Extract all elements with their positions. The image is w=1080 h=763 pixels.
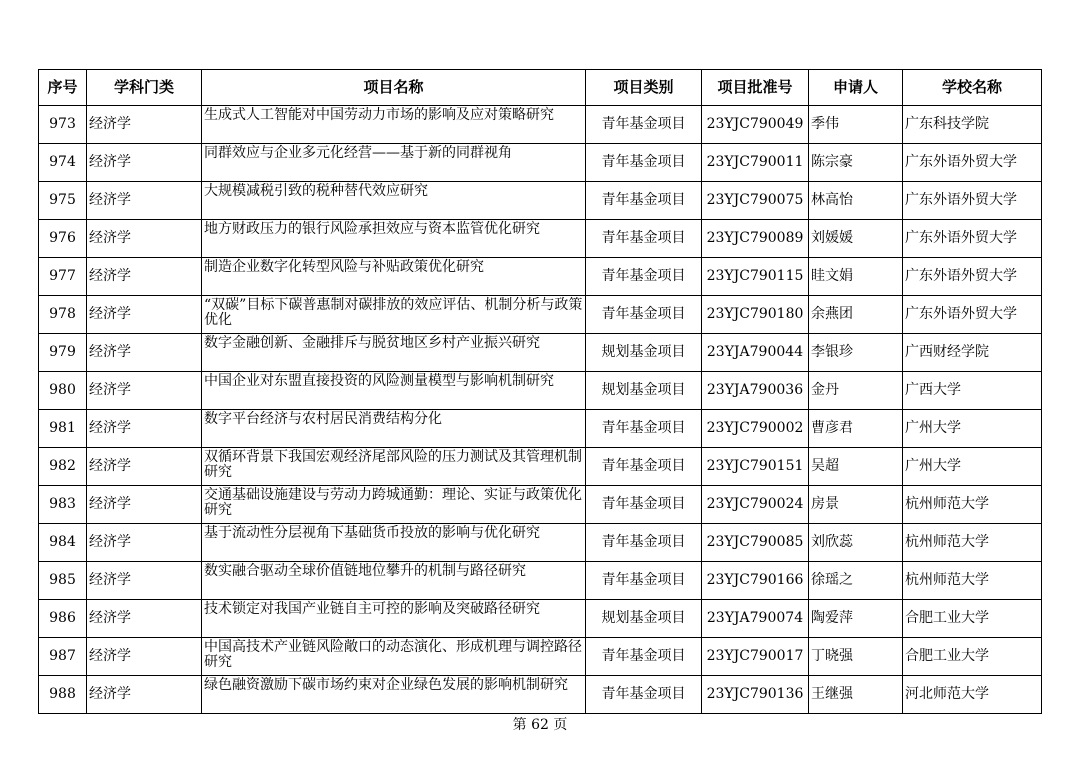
table-row: [39, 410, 1042, 448]
table-row: [39, 524, 1042, 562]
cell-type: 青年基金项目: [586, 410, 702, 448]
cell-title: 大规模减税引致的税种替代效应研究: [202, 182, 586, 220]
cell-no: 985: [39, 562, 87, 600]
cell-field: 经济学: [87, 106, 202, 144]
cell-applicant: 眭文娟: [809, 258, 903, 296]
header-school: 学校名称: [903, 70, 1042, 106]
cell-field: 经济学: [87, 182, 202, 220]
cell-type: 青年基金项目: [586, 676, 702, 714]
cell-no: 973: [39, 106, 87, 144]
cell-type: 规划基金项目: [586, 600, 702, 638]
cell-school: 杭州师范大学: [903, 562, 1042, 600]
table-row: [39, 106, 1042, 144]
cell-school: 广州大学: [903, 410, 1042, 448]
cell-code: 23YJC790180: [702, 296, 809, 334]
cell-code: 23YJC790085: [702, 524, 809, 562]
cell-title: 数字金融创新、金融排斥与脱贫地区乡村产业振兴研究: [202, 334, 586, 372]
table-row: [39, 334, 1042, 372]
cell-applicant: 徐瑶之: [809, 562, 903, 600]
cell-applicant: 李银珍: [809, 334, 903, 372]
cell-no: 979: [39, 334, 87, 372]
table-row: [39, 372, 1042, 410]
header-field: 学科门类: [87, 70, 202, 106]
cell-applicant: 林高怡: [809, 182, 903, 220]
cell-applicant: 季伟: [809, 106, 903, 144]
cell-title: 交通基础设施建设与劳动力跨城通勤：理论、实证与政策优化研究: [202, 486, 586, 524]
cell-code: 23YJC790089: [702, 220, 809, 258]
cell-applicant: 余燕团: [809, 296, 903, 334]
cell-applicant: 王继强: [809, 676, 903, 714]
table-row: [39, 448, 1042, 486]
cell-school: 广东外语外贸大学: [903, 144, 1042, 182]
cell-title: 技术锁定对我国产业链自主可控的影响及突破路径研究: [202, 600, 586, 638]
cell-no: 984: [39, 524, 87, 562]
cell-no: 978: [39, 296, 87, 334]
cell-code: 23YJA790074: [702, 600, 809, 638]
header-title: 项目名称: [202, 70, 586, 106]
project-table: [38, 69, 1042, 714]
cell-no: 974: [39, 144, 87, 182]
cell-school: 杭州师范大学: [903, 486, 1042, 524]
header-type: 项目类别: [586, 70, 702, 106]
cell-field: 经济学: [87, 486, 202, 524]
page-number: 第 62 页: [512, 717, 568, 733]
cell-type: 青年基金项目: [586, 486, 702, 524]
cell-type: 青年基金项目: [586, 448, 702, 486]
cell-type: 规划基金项目: [586, 334, 702, 372]
cell-code: 23YJA790044: [702, 334, 809, 372]
cell-type: 青年基金项目: [586, 296, 702, 334]
cell-no: 977: [39, 258, 87, 296]
table-row: [39, 182, 1042, 220]
cell-code: 23YJC790166: [702, 562, 809, 600]
cell-school: 河北师范大学: [903, 676, 1042, 714]
table-row: [39, 296, 1042, 334]
cell-type: 青年基金项目: [586, 562, 702, 600]
cell-school: 广东外语外贸大学: [903, 182, 1042, 220]
cell-code: 23YJC790011: [702, 144, 809, 182]
cell-code: 23YJA790036: [702, 372, 809, 410]
cell-title: “双碳”目标下碳普惠制对碳排放的效应评估、机制分析与政策优化: [202, 296, 586, 334]
table-row: [39, 676, 1042, 714]
cell-field: 经济学: [87, 296, 202, 334]
cell-no: 981: [39, 410, 87, 448]
table-row: [39, 258, 1042, 296]
cell-no: 983: [39, 486, 87, 524]
cell-title: 数实融合驱动全球价值链地位攀升的机制与路径研究: [202, 562, 586, 600]
cell-no: 988: [39, 676, 87, 714]
cell-code: 23YJC790075: [702, 182, 809, 220]
cell-title: 绿色融资激励下碳市场约束对企业绿色发展的影响机制研究: [202, 676, 586, 714]
table-row: [39, 144, 1042, 182]
cell-field: 经济学: [87, 676, 202, 714]
cell-applicant: 陶爱萍: [809, 600, 903, 638]
cell-no: 982: [39, 448, 87, 486]
cell-title: 中国高技术产业链风险敞口的动态演化、形成机理与调控路径研究: [202, 638, 586, 676]
cell-code: 23YJC790115: [702, 258, 809, 296]
cell-field: 经济学: [87, 600, 202, 638]
cell-field: 经济学: [87, 372, 202, 410]
cell-applicant: 刘欣蕊: [809, 524, 903, 562]
cell-type: 青年基金项目: [586, 106, 702, 144]
cell-school: 广东科技学院: [903, 106, 1042, 144]
cell-field: 经济学: [87, 410, 202, 448]
table-row: [39, 562, 1042, 600]
cell-type: 青年基金项目: [586, 638, 702, 676]
table-row: [39, 486, 1042, 524]
cell-no: 975: [39, 182, 87, 220]
table-row: [39, 638, 1042, 676]
cell-title: 基于流动性分层视角下基础货币投放的影响与优化研究: [202, 524, 586, 562]
cell-field: 经济学: [87, 448, 202, 486]
cell-applicant: 金丹: [809, 372, 903, 410]
cell-code: 23YJC790049: [702, 106, 809, 144]
cell-title: 双循环背景下我国宏观经济尾部风险的压力测试及其管理机制研究: [202, 448, 586, 486]
cell-title: 中国企业对东盟直接投资的风险测量模型与影响机制研究: [202, 372, 586, 410]
cell-no: 987: [39, 638, 87, 676]
cell-code: 23YJC790151: [702, 448, 809, 486]
cell-type: 青年基金项目: [586, 258, 702, 296]
cell-school: 广东外语外贸大学: [903, 296, 1042, 334]
cell-school: 杭州师范大学: [903, 524, 1042, 562]
table-row: [39, 600, 1042, 638]
cell-type: 规划基金项目: [586, 372, 702, 410]
cell-field: 经济学: [87, 638, 202, 676]
cell-school: 广州大学: [903, 448, 1042, 486]
cell-field: 经济学: [87, 524, 202, 562]
cell-title: 生成式人工智能对中国劳动力市场的影响及应对策略研究: [202, 106, 586, 144]
cell-type: 青年基金项目: [586, 524, 702, 562]
table-body: [39, 106, 1042, 714]
cell-field: 经济学: [87, 144, 202, 182]
cell-school: 广东外语外贸大学: [903, 258, 1042, 296]
cell-title: 数字平台经济与农村居民消费结构分化: [202, 410, 586, 448]
cell-applicant: 房景: [809, 486, 903, 524]
cell-code: 23YJC790136: [702, 676, 809, 714]
cell-school: 广西大学: [903, 372, 1042, 410]
header-row: [39, 70, 1042, 106]
cell-field: 经济学: [87, 258, 202, 296]
cell-field: 经济学: [87, 220, 202, 258]
header-applicant: 申请人: [809, 70, 903, 106]
cell-no: 986: [39, 600, 87, 638]
cell-code: 23YJC790002: [702, 410, 809, 448]
cell-no: 976: [39, 220, 87, 258]
cell-type: 青年基金项目: [586, 182, 702, 220]
cell-title: 地方财政压力的银行风险承担效应与资本监管优化研究: [202, 220, 586, 258]
table-row: [39, 220, 1042, 258]
cell-field: 经济学: [87, 562, 202, 600]
cell-title: 同群效应与企业多元化经营——基于新的同群视角: [202, 144, 586, 182]
cell-no: 980: [39, 372, 87, 410]
cell-applicant: 刘媛媛: [809, 220, 903, 258]
cell-field: 经济学: [87, 334, 202, 372]
cell-applicant: 吴超: [809, 448, 903, 486]
cell-applicant: 陈宗豪: [809, 144, 903, 182]
cell-school: 合肥工业大学: [903, 638, 1042, 676]
cell-school: 广东外语外贸大学: [903, 220, 1042, 258]
cell-type: 青年基金项目: [586, 144, 702, 182]
header-code: 项目批准号: [702, 70, 809, 106]
cell-code: 23YJC790024: [702, 486, 809, 524]
header-no: 序号: [39, 70, 87, 106]
cell-applicant: 曹彦君: [809, 410, 903, 448]
cell-school: 广西财经学院: [903, 334, 1042, 372]
cell-applicant: 丁晓强: [809, 638, 903, 676]
cell-code: 23YJC790017: [702, 638, 809, 676]
cell-type: 青年基金项目: [586, 220, 702, 258]
cell-title: 制造企业数字化转型风险与补贴政策优化研究: [202, 258, 586, 296]
cell-school: 合肥工业大学: [903, 600, 1042, 638]
